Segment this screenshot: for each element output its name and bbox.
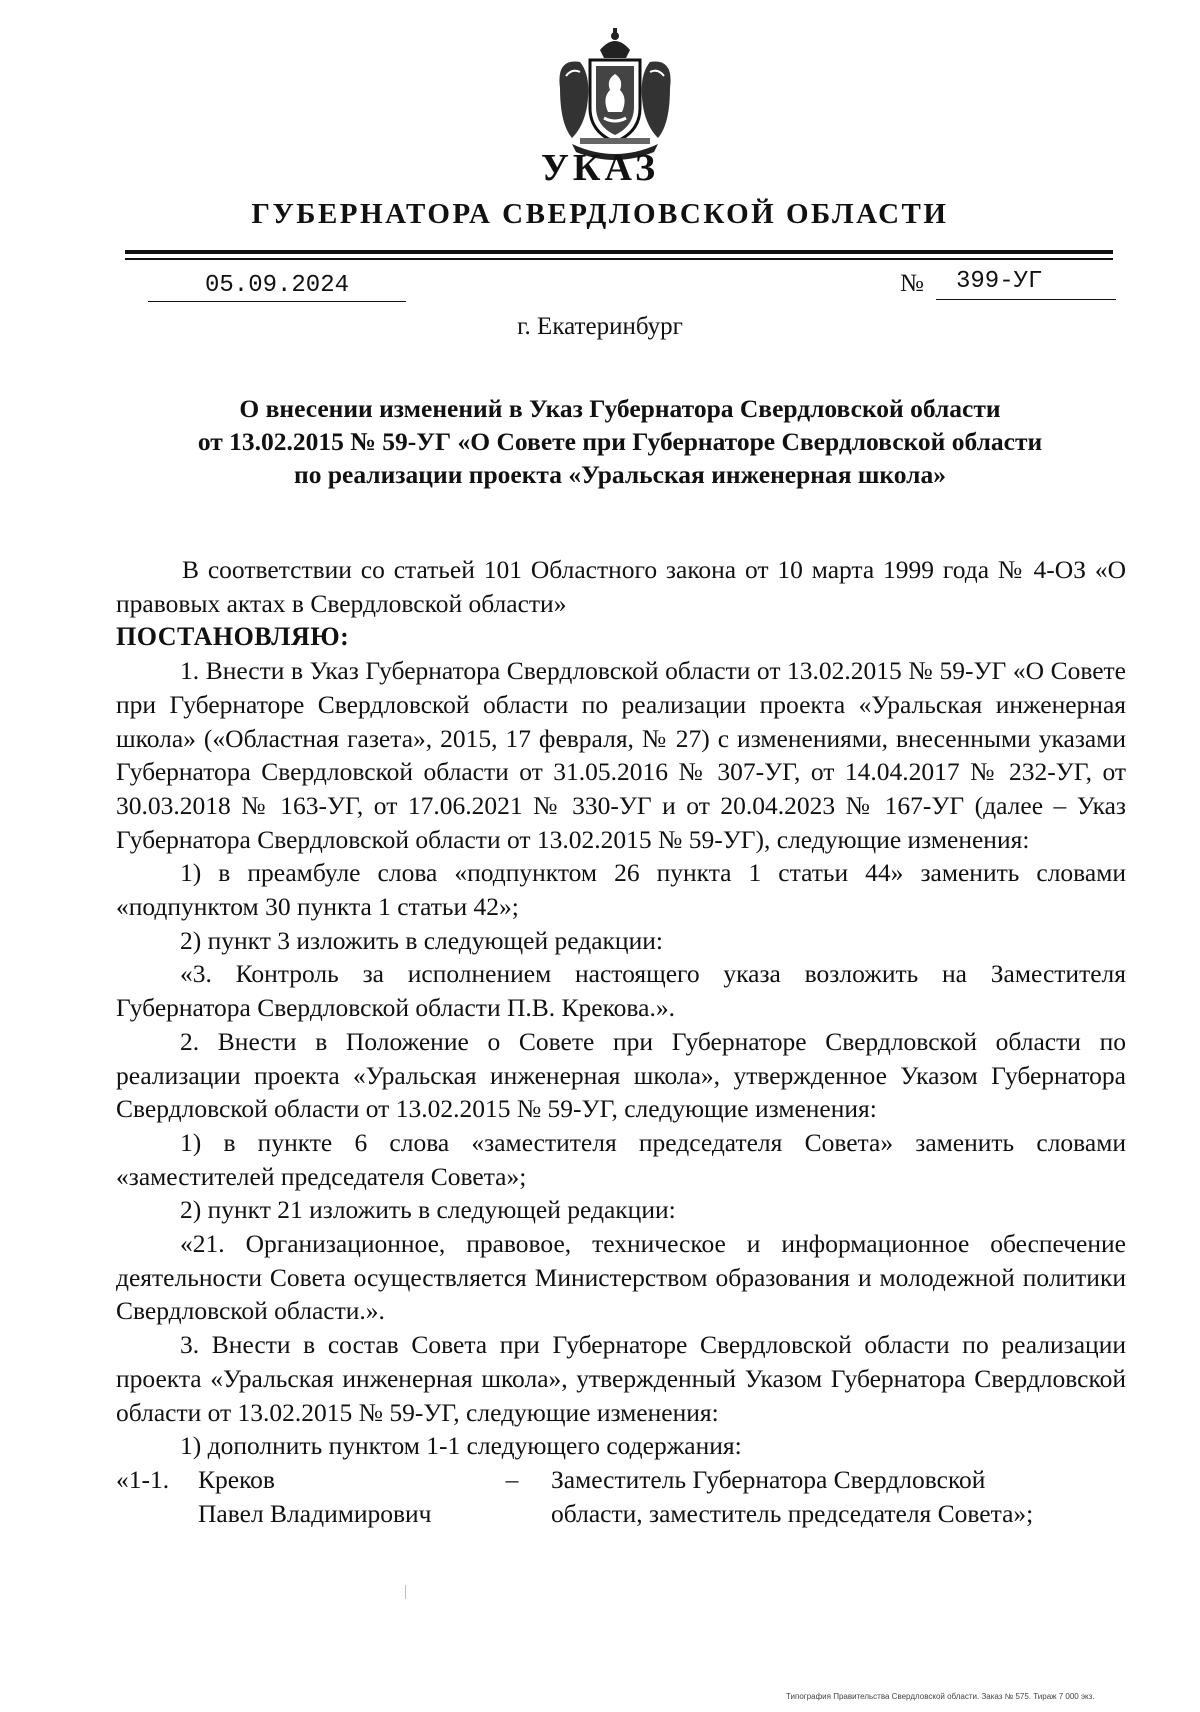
subclause-paragraph: 1) в преамбуле слова «подпунктом 26 пункта 1 статьи 44» заменить словами «подпунктом 30 пункта 1 статьи 42»;: [116, 858, 1126, 922]
subclause-paragraph: 1) в пункте 6 слова «заместителя председателя Совета» заменить словами «заместителей председателя Совета»;: [116, 1127, 1126, 1191]
clause-paragraph: 2. Внести в Положение о Совете при Губернаторе Свердловской области по реализации проекта «Уральская инженерная школа», утвержденное Указом Губернатора Свердловской области от 13.02.2015 № 59-УГ, следующие изменения:: [116, 1026, 1126, 1124]
header-rule-thick: [125, 250, 1113, 254]
preamble-paragraph: В соответствии со статьей 101 Областного закона от 10 марта 1999 года № 4-ОЗ «О правовых актах в Свердловской области»: [116, 555, 1126, 618]
document-issuer: ГУБЕРНАТОРА СВЕРДЛОВСКОЙ ОБЛАСТИ: [251, 198, 949, 230]
print-mark: Типография Правительства Свердловской области. Заказ № 575. Тираж 7 000 экз.: [786, 1692, 1095, 1701]
sverdlovsk-coat-of-arms-icon: [550, 28, 680, 164]
document-number: 399-УГ: [936, 268, 1116, 300]
subclause-paragraph: 1) дополнить пунктом 1-1 следующего содержания:: [180, 1431, 742, 1461]
member-surname: Креков: [198, 1464, 275, 1494]
scan-mark: [405, 1585, 406, 1599]
member-position: [551, 1463, 1126, 1530]
quoted-paragraph: «21. Организационное, правовое, техническое и информационное обеспечение деятельности Совета осуществляется Министерством образования и молодежной политики Свердловской области.».: [116, 1229, 1126, 1326]
member-given-names: Павел Владимирович: [198, 1498, 432, 1528]
clause-paragraph: 3. Внести в состав Совета при Губернаторе Свердловской области по реализации проекта «Уральская инженерная школа», утвержденный Указом Губернатора Свердловской области от 13.02.2015 № 59-УГ, следующие изменения:: [116, 1330, 1126, 1427]
document-body: [116, 553, 1126, 1530]
member-position-line: Заместитель Губернатора Свердловской: [551, 1464, 986, 1494]
clause-paragraph: 1. Внести в Указ Губернатора Свердловской области от 13.02.2015 № 59-УГ «О Совете при Губернаторе Свердловской области по реализации проекта «Уральская инженерная школа» («Областная газета», 2015, 17 февраля, № 27) с изменениями, внесенными указами Губернатора Свердловской области от 31.05.2016 № 307-УГ, от 14.04.2017 № 232-УГ, от 30.03.2018 № 163-УГ, от 17.06.2021 № 330-УГ и от 20.04.2023 № 167-УГ (далее – Указ Губернатора Свердловской области от 13.02.2015 № 59-УГ), следующие изменения:: [116, 656, 1126, 854]
council-member-entry: [116, 1463, 1126, 1530]
document-heading: [100, 392, 1140, 491]
decree-word: ПОСТАНОВЛЯЮ:: [116, 622, 350, 652]
number-sign: №: [900, 270, 924, 297]
member-item-number: «1-1.: [116, 1464, 170, 1494]
heading-line: О внесении изменений в Указ Губернатора Свердловской области: [239, 394, 1001, 423]
subclause-paragraph: 2) пункт 21 изложить в следующей редакции:: [180, 1195, 676, 1225]
member-name: [198, 1463, 473, 1530]
heading-line: от 13.02.2015 № 59-УГ «О Совете при Губернаторе Свердловской области: [197, 427, 1043, 456]
quoted-paragraph: «3. Контроль за исполнением настоящего указа возложить на Заместителя Губернатора Свердловской области П.В. Крекова.».: [116, 959, 1126, 1023]
document-date: 05.09.2024: [148, 272, 406, 302]
document-title: УКАЗ: [541, 147, 659, 189]
document-city: г. Екатеринбург: [517, 313, 683, 340]
header-rule-thin: [125, 258, 1113, 260]
member-position-line: области, заместитель председателя Совета»;: [551, 1498, 1034, 1528]
subclause-paragraph: 2) пункт 3 изложить в следующей редакции:: [180, 925, 663, 955]
heading-line: по реализации проекта «Уральская инженерная школа»: [294, 460, 946, 489]
member-dash: –: [505, 1464, 519, 1494]
